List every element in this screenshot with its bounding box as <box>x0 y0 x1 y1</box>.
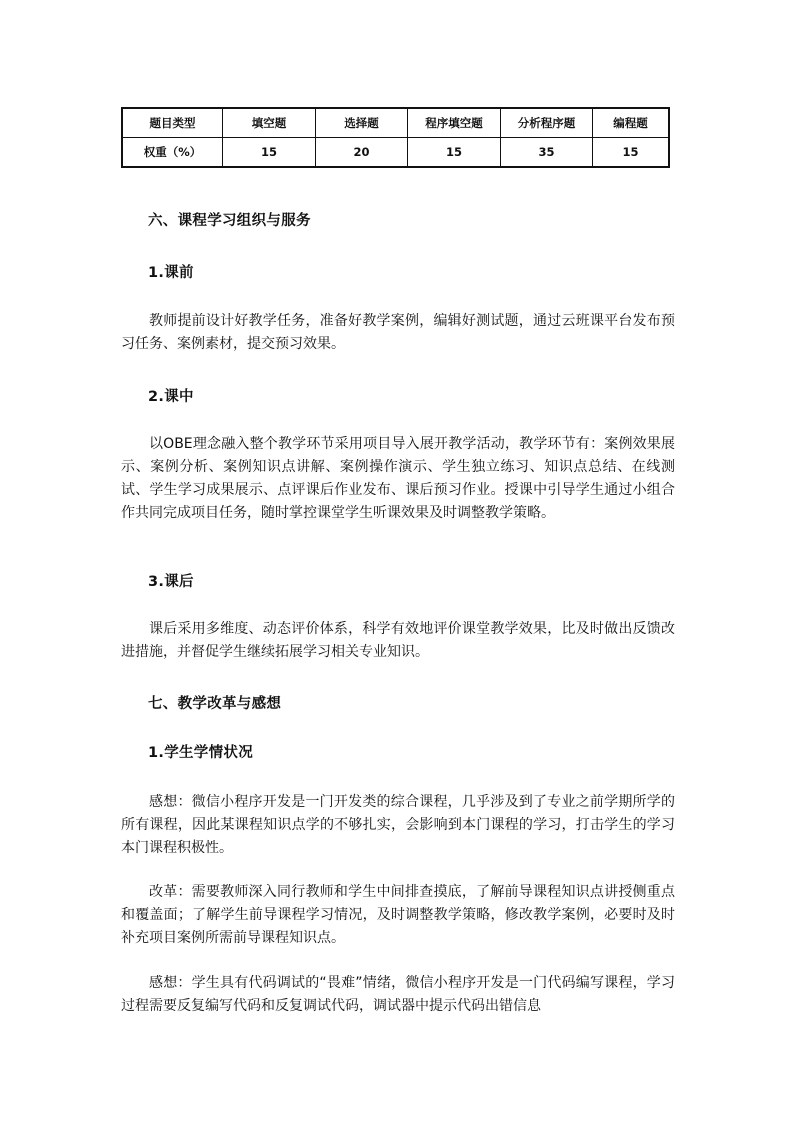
paragraph: 教师提前设计好教学任务，准备好教学案例，编辑好测试题，通过云班课平台发布预习任务、案例素材，提交预习效果。 <box>121 313 675 352</box>
table-cell: 权重（%） <box>122 138 223 168</box>
paragraph: 课后采用多维度、动态评价体系，科学有效地评价课堂教学效果，比及时做出反馈改进措施，并督促学生继续拓展学习相关专业知识。 <box>121 621 675 660</box>
paragraph: 感想：微信小程序开发是一门开发类的综合课程，几乎涉及到了专业之前学期所学的所有课程，因此某课程知识点学的不够扎实，会影响到本门课程的学习，打击学生的学习本门课程积极性。 <box>121 794 675 856</box>
table-cell: 35 <box>501 138 593 168</box>
question-weight-table <box>121 107 670 168</box>
table-cell: 填空题 <box>223 108 316 138</box>
subsection-heading: 1.学生学情状况 <box>148 745 253 761</box>
table-cell: 15 <box>408 138 501 168</box>
paragraph: 改革：需要教师深入同行教师和学生中间排查摸底，了解前导课程知识点讲授侧重点和覆盖面；了解学生前导课程学习情况，及时调整教学策略，修改教学案例，必要时及时补充项目案例所需前导课程知识点。 <box>121 884 675 946</box>
table-cell: 15 <box>223 138 316 168</box>
subsection-heading: 2.课中 <box>148 389 194 405</box>
paragraph: 感想：学生具有代码调试的“畏难”情绪，微信小程序开发是一门代码编写课程，学习过程需要反复编写代码和反复调试代码，调试器中提示代码出错信息 <box>121 975 675 1014</box>
table-cell: 程序填空题 <box>408 108 501 138</box>
table-cell: 分析程序题 <box>501 108 593 138</box>
section-heading: 七、教学改革与感想 <box>148 696 282 712</box>
table-cell: 20 <box>316 138 408 168</box>
table-cell: 选择题 <box>316 108 408 138</box>
table-header-row <box>122 108 669 138</box>
table-row <box>122 138 669 168</box>
table-cell: 15 <box>593 138 670 168</box>
subsection-heading: 1.课前 <box>148 265 194 281</box>
section-heading: 六、课程学习组织与服务 <box>148 213 311 229</box>
table-cell: 编程题 <box>593 108 670 138</box>
subsection-heading: 3.课后 <box>148 574 194 590</box>
paragraph: 以OBE理念融入整个教学环节采用项目导入展开教学活动，教学环节有：案例效果展示、案例分析、案例知识点讲解、案例操作演示、学生独立练习、知识点总结、在线测试、学生学习成果展示、点评课后作业发布、课后预习作业。授课中引导学生通过小组合作共同完成项目任务，随时掌控课堂学生听课效果及时调整教学策略。 <box>121 436 675 521</box>
table-cell: 题目类型 <box>122 108 223 138</box>
